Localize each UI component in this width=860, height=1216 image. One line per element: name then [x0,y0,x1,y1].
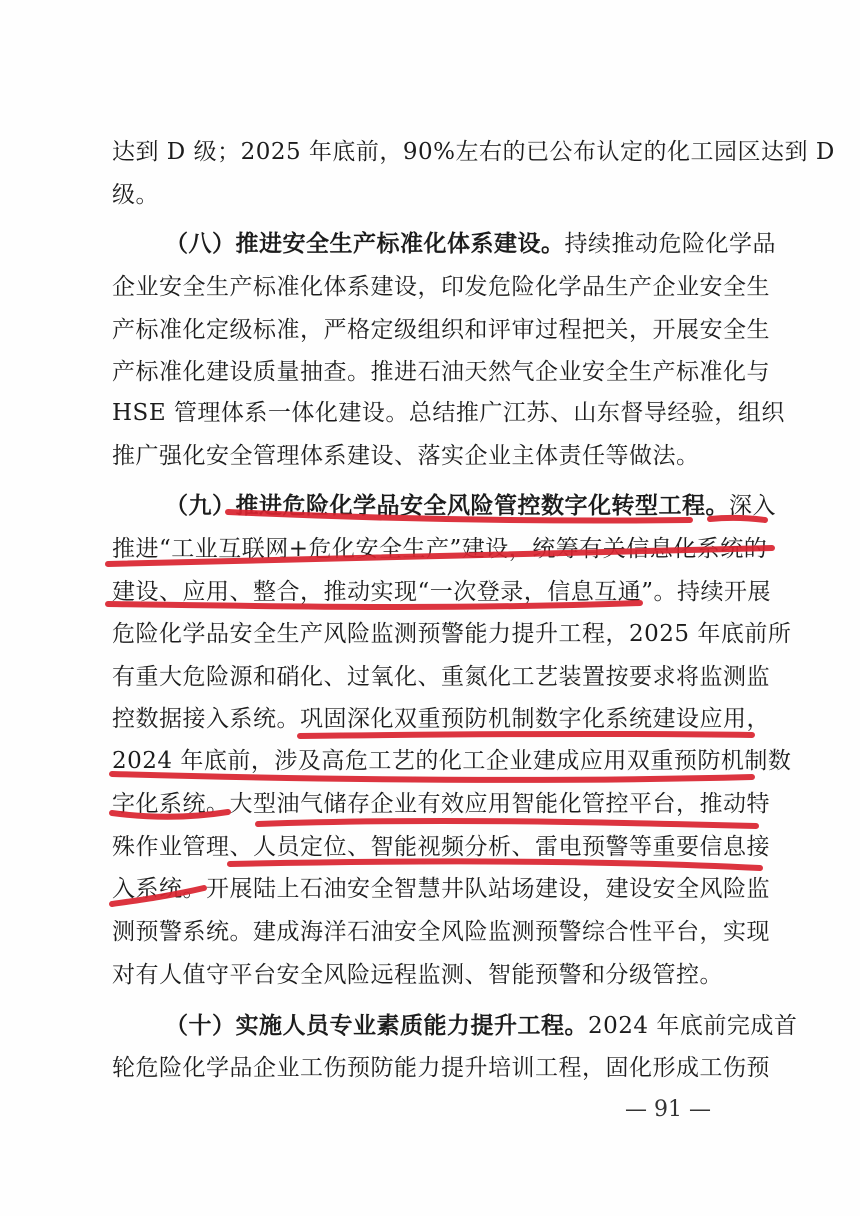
text-line [112,619,792,649]
text-line [112,398,785,428]
text-line [165,491,815,521]
text-segment: 推进“工业互联网+危化安全生产”建设，统筹有关信息化系统的 [112,536,768,562]
text-line [165,1011,815,1041]
text-line [112,315,770,345]
text-segment: 建设、应用、整合，推动实现“一次登录，信息互通”。持续开展 [112,579,772,605]
text-segment: 达到 D 级；2025 年底前，90%左右的已公布认定的化工园区达到 D [112,139,835,165]
red-underline-stroke [300,734,752,736]
text-line [112,180,762,210]
text-line [112,960,762,990]
text-segment: 持续推动危险化学品 [564,231,776,257]
text-line [112,746,792,776]
text-segment: 危险化学品安全生产风险监测预警能力提升工程，2025 年底前所 [112,621,792,647]
text-segment: 对有人值守平台安全风险远程监测、智能预警和分级管控。 [112,962,723,988]
text-line [112,917,770,947]
text-segment: 推广强化安全管理体系建设、落实企业主体责任等做法。 [112,443,700,469]
text-line [112,832,770,862]
text-line [112,662,770,692]
text-line [112,534,768,564]
text-line [112,1053,770,1083]
text-segment: 入系统。开展陆上石油安全智慧井队站场建设，建设安全风险监 [112,876,770,902]
text-line [112,874,770,904]
text-line [112,704,770,734]
text-segment: 轮危险化学品企业工伤预防能力提升培训工程，固化形成工伤预 [112,1055,770,1081]
text-segment: 控数据接入系统。巩固深化双重预防机制数字化系统建设应用， [112,706,770,732]
text-line [112,272,770,302]
red-underline-stroke [230,861,760,868]
text-segment: HSE 管理体系一体化建设。总结推广江苏、山东督导经验，组织 [112,400,785,426]
text-segment: 产标准化定级标准，严格定级组织和评审过程把关，开展安全生 [112,317,770,343]
red-underline-stroke [258,821,756,826]
text-segment: 产标准化建设质量抽查。推进石油天然气企业安全生产标准化与 [112,359,770,385]
section-heading: （十）实施人员专业素质能力提升工程。 [165,1013,588,1039]
text-segment: 级。 [112,182,159,208]
text-segment: 深入 [729,493,776,519]
text-line [112,577,772,607]
text-segment: 2024 年底前，涉及高危工艺的化工企业建成应用双重预防机制数 [112,748,792,774]
section-heading: （八）推进安全生产标准化体系建设。 [165,231,565,257]
text-line [112,789,770,819]
text-segment: 企业安全生产标准化体系建设，印发危险化学品生产企业安全生 [112,274,770,300]
text-segment: 有重大危险源和硝化、过氧化、重氮化工艺装置按要求将监测监 [112,664,770,690]
text-segment: 测预警系统。建成海洋石油安全风险监测预警综合性平台，实现 [112,919,770,945]
text-segment: 2024 年底前完成首 [588,1013,798,1039]
text-segment: 殊作业管理、人员定位、智能视频分析、雷电预警等重要信息接 [112,834,770,860]
text-line [165,229,815,259]
text-line [112,357,770,387]
text-segment: 字化系统。大型油气储存企业有效应用智能化管控平台，推动特 [112,791,770,817]
section-heading: （九）推进危险化学品安全风险管控数字化转型工程。 [165,493,729,519]
page-number: — 91 — [625,1097,711,1122]
text-line [112,441,762,471]
text-line [112,137,835,167]
